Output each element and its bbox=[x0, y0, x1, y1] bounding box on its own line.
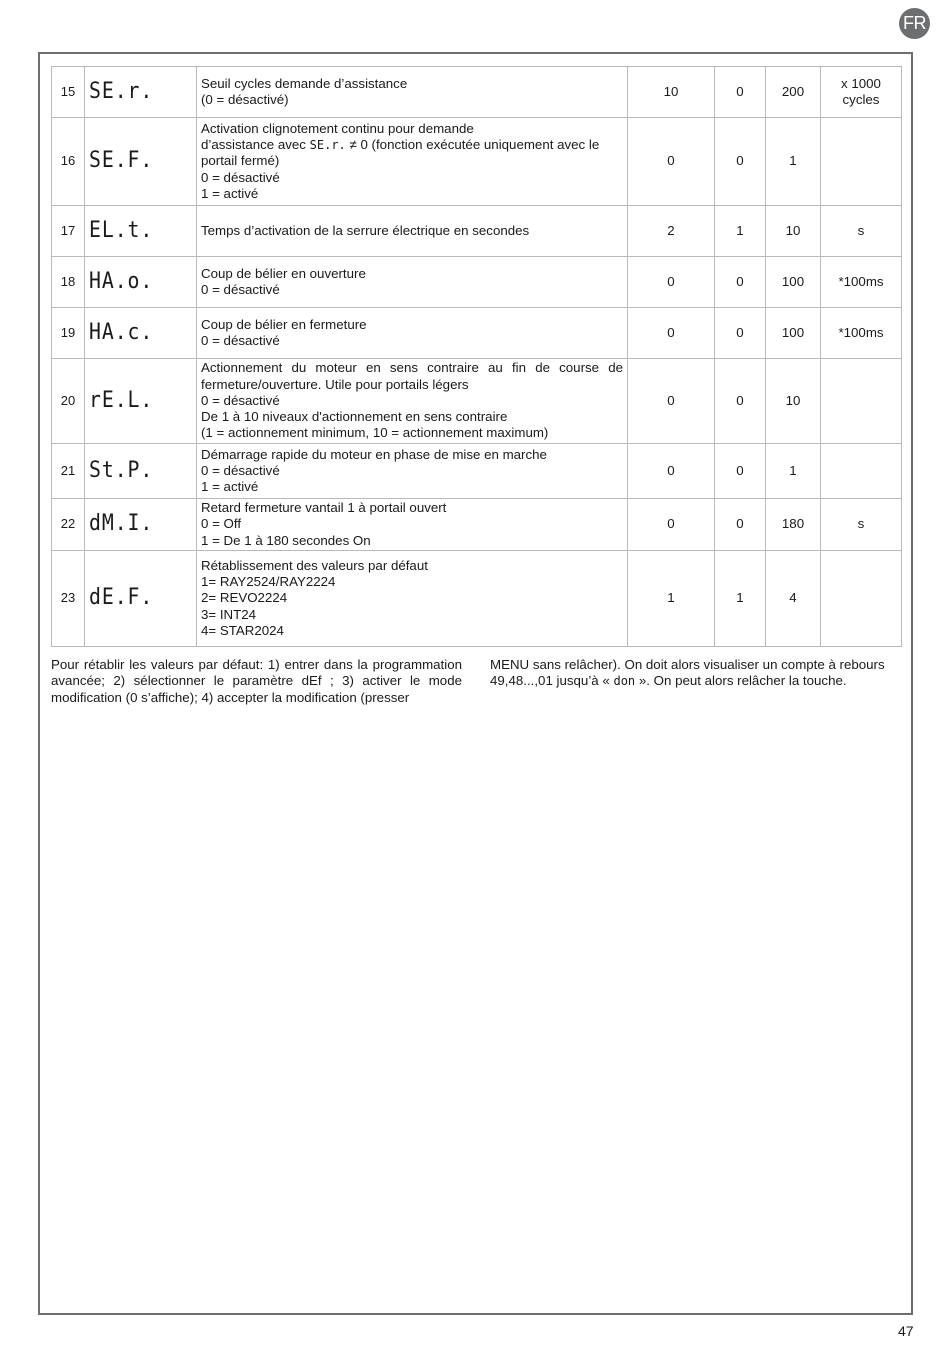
display-code: EL.t. bbox=[85, 206, 186, 257]
table-row bbox=[52, 67, 902, 118]
display-code: dM.I. bbox=[85, 499, 186, 551]
row-description: Seuil cycles demande d’assistance (0 = désactivé) bbox=[197, 67, 628, 118]
min-value: 0 bbox=[715, 444, 766, 499]
row-description: Démarrage rapide du moteur en phase de mise en marche 0 = désactivé 1 = activé bbox=[197, 444, 628, 499]
unit bbox=[821, 359, 902, 444]
display-code: SE.r. bbox=[85, 67, 186, 118]
max-value: 1 bbox=[766, 444, 821, 499]
unit: s bbox=[821, 499, 902, 551]
default-value: 2 bbox=[628, 206, 715, 257]
default-value: 0 bbox=[628, 499, 715, 551]
language-badge: FR bbox=[899, 8, 930, 39]
unit bbox=[821, 551, 902, 647]
table-row bbox=[52, 359, 902, 444]
max-value: 10 bbox=[766, 359, 821, 444]
table-row bbox=[52, 257, 902, 308]
display-code: SE.F. bbox=[85, 118, 186, 206]
row-description: Retard fermeture vantail 1 à portail ouvert 0 = Off 1 = De 1 à 180 secondes On bbox=[197, 499, 628, 551]
parameter-table bbox=[51, 66, 902, 647]
note-right-column: MENU sans relâcher). On doit alors visualiser un compte à rebours 49,48...,01 jusqu’à « don ». On peut alors relâcher la touche. bbox=[490, 657, 885, 689]
row-description: Activation clignotement continu pour demande d’assistance avec SE.r. ≠ 0 (fonction exécutée uniquement avec le portail fermé) 0 = désactivé 1 = activé bbox=[197, 118, 628, 206]
inline-display-code: don bbox=[613, 674, 636, 689]
unit: x 1000 cycles bbox=[821, 67, 902, 118]
row-number: 23 bbox=[52, 551, 85, 647]
unit: *100ms bbox=[821, 308, 902, 359]
unit: s bbox=[821, 206, 902, 257]
row-number: 22 bbox=[52, 499, 85, 551]
inline-display-code: SE.r. bbox=[309, 138, 346, 153]
row-number: 17 bbox=[52, 206, 85, 257]
max-value: 4 bbox=[766, 551, 821, 647]
display-code: St.P. bbox=[85, 444, 186, 499]
display-code: HA.o. bbox=[85, 257, 186, 308]
row-number: 15 bbox=[52, 67, 85, 118]
unit bbox=[821, 444, 902, 499]
default-value: 0 bbox=[628, 118, 715, 206]
table-row bbox=[52, 444, 902, 499]
min-value: 0 bbox=[715, 257, 766, 308]
display-code: HA.c. bbox=[85, 308, 186, 359]
row-number: 19 bbox=[52, 308, 85, 359]
row-number: 16 bbox=[52, 118, 85, 206]
table-row bbox=[52, 206, 902, 257]
row-description: Coup de bélier en fermeture 0 = désactivé bbox=[197, 308, 628, 359]
row-description: Actionnement du moteur en sens contraire au fin de course de fermeture/ouverture. Utile pour portails légers 0 = désactivé De 1 à 10 niveaux d'actionnement en sens contraire (1 = actionnement minimum, 10 = actionnement maximum) bbox=[197, 359, 628, 444]
max-value: 200 bbox=[766, 67, 821, 118]
min-value: 0 bbox=[715, 308, 766, 359]
default-value: 10 bbox=[628, 67, 715, 118]
table-row bbox=[52, 118, 902, 206]
min-value: 0 bbox=[715, 359, 766, 444]
row-description: Temps d’activation de la serrure électrique en secondes bbox=[197, 206, 628, 257]
max-value: 10 bbox=[766, 206, 821, 257]
min-value: 0 bbox=[715, 67, 766, 118]
min-value: 1 bbox=[715, 551, 766, 647]
max-value: 100 bbox=[766, 308, 821, 359]
default-value: 0 bbox=[628, 257, 715, 308]
unit bbox=[821, 118, 902, 206]
default-value: 0 bbox=[628, 444, 715, 499]
min-value: 0 bbox=[715, 499, 766, 551]
max-value: 1 bbox=[766, 118, 821, 206]
row-number: 21 bbox=[52, 444, 85, 499]
max-value: 100 bbox=[766, 257, 821, 308]
display-code: rE.L. bbox=[85, 359, 186, 444]
table-row bbox=[52, 551, 902, 647]
table-row bbox=[52, 308, 902, 359]
min-value: 0 bbox=[715, 118, 766, 206]
default-value: 0 bbox=[628, 308, 715, 359]
row-description: Coup de bélier en ouverture 0 = désactivé bbox=[197, 257, 628, 308]
row-number: 20 bbox=[52, 359, 85, 444]
table-row bbox=[52, 499, 902, 551]
default-value: 0 bbox=[628, 359, 715, 444]
row-description: Rétablissement des valeurs par défaut 1= RAY2524/RAY2224 2= REVO2224 3= INT24 4= STAR2024 bbox=[197, 551, 628, 647]
default-value: 1 bbox=[628, 551, 715, 647]
row-number: 18 bbox=[52, 257, 85, 308]
max-value: 180 bbox=[766, 499, 821, 551]
min-value: 1 bbox=[715, 206, 766, 257]
display-code: dE.F. bbox=[85, 551, 186, 647]
note-left-column: Pour rétablir les valeurs par défaut: 1) entrer dans la programmation avancée; 2) sélectionner le paramètre dEf ; 3) activer le mode modification (0 s’affiche); 4) accepter la modification (presser bbox=[51, 657, 462, 705]
unit: *100ms bbox=[821, 257, 902, 308]
page-number: 47 bbox=[898, 1323, 914, 1339]
